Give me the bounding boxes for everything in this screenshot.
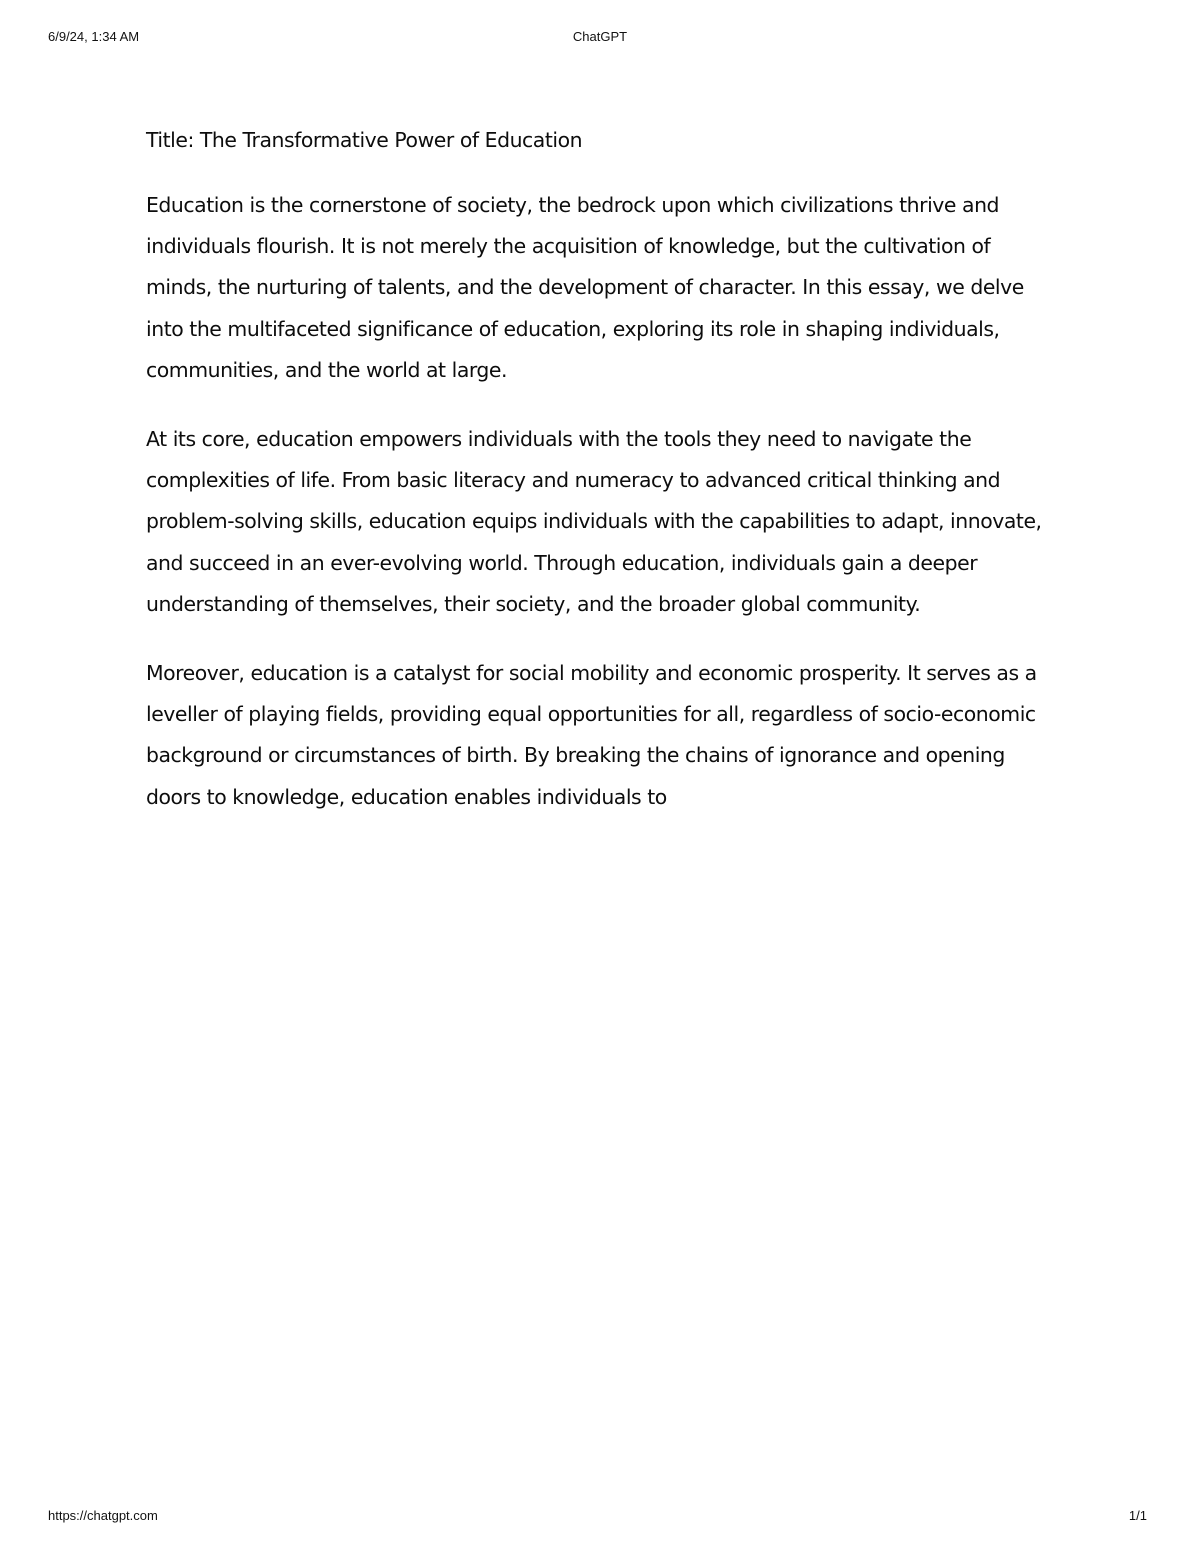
essay-paragraph: At its core, education empowers individuals with the tools they need to navigate the complexities of life. From basic literacy and numeracy to advanced critical thinking and problem-solving skills, education equips individuals with the capabilities to adapt, innovate, and succeed in an ever-evolving world. Through education, individuals gain a deeper understanding of themselves, their society, and the broader global community.	[146, 427, 1042, 616]
print-datetime: 6/9/24, 1:34 AM	[48, 29, 140, 44]
essay-paragraph: Education is the cornerstone of society, the bedrock upon which civilizations thrive and individuals flourish. It is not merely the acquisition of knowledge, but the cultivation of minds, the nurturing of talents, and the development of character. In this essay, we delve into the multifaceted significance of education, exploring its role in shaping individuals, communities, and the world at large.	[146, 193, 1024, 382]
essay-paragraph: Moreover, education is a catalyst for social mobility and economic prosperity. It serves as a leveller of playing fields, providing equal opportunities for all, regardless of socio-economic background or circumstances of birth. By breaking the chains of ignorance and opening doors to knowledge, education enables individuals to	[146, 661, 1037, 809]
essay-body	[146, 124, 1046, 846]
print-footer	[0, 1508, 1200, 1528]
print-page-title: ChatGPT	[572, 29, 628, 44]
print-url: https://chatgpt.com	[48, 1508, 158, 1523]
print-page-number: 1/1	[1128, 1508, 1147, 1523]
essay-title: Title: The Transformative Power of Education	[146, 128, 583, 152]
